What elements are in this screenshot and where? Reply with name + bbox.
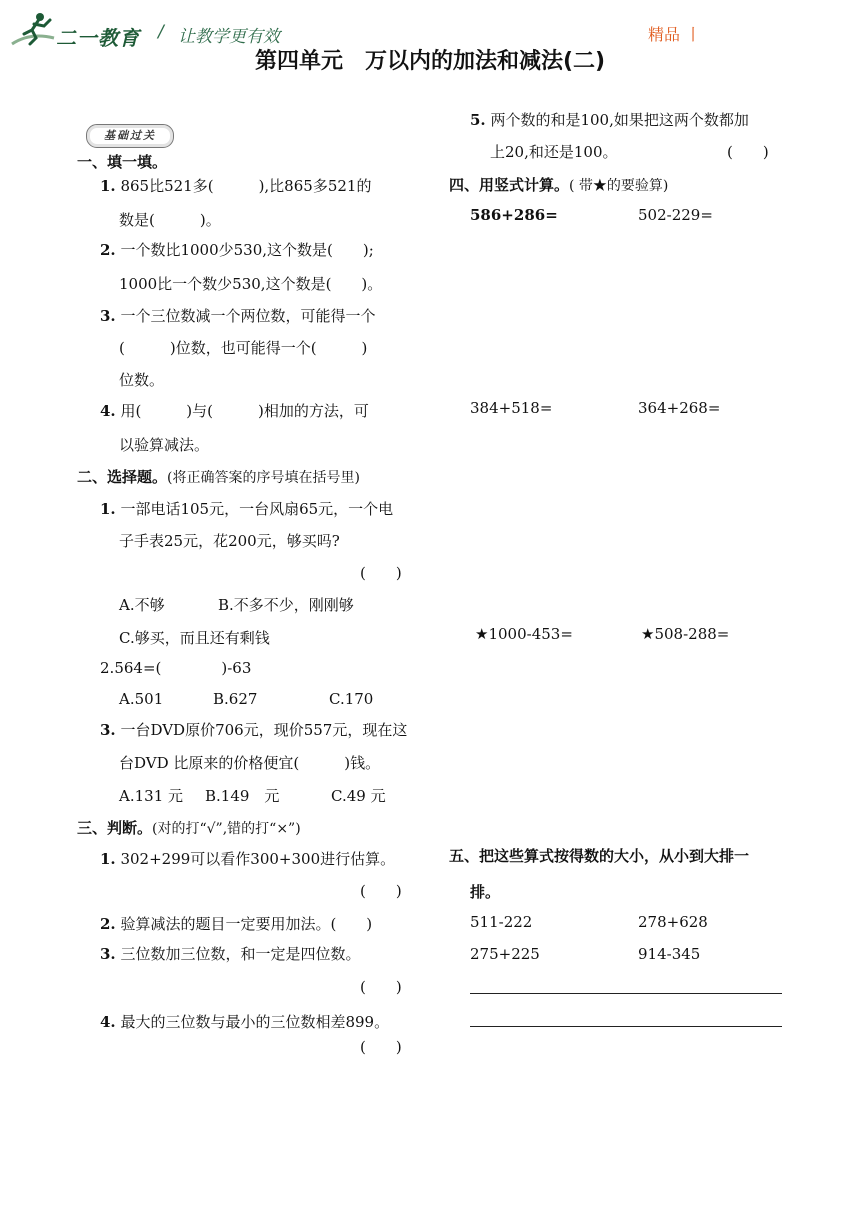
s2-q1-line1: 1. 一部电话105元，一台风扇65元，一个电 [100,500,394,518]
section5-heading: 五、把这些算式按得数的大小，从小到大排一 [449,847,750,865]
slogan: 让教学更有效 [178,27,280,47]
answer-paren: ( ) [360,564,402,582]
s1-q3-line1: 3. 一个三位数减一个两位数，可能得一个 [100,307,376,325]
option-b: B.不多不少，刚刚够 [218,596,354,614]
section5-heading-cont: 排。 [470,883,501,901]
calc-item: ★508-288= [641,625,730,643]
expression-item: 275+225 [470,945,540,963]
s1-q3-line2: ( )位数，也可能得一个( ) [119,339,368,357]
s3-q2-line1: 2. 验算减法的题目一定要用加法。( ) [100,915,373,933]
option-b: B.627 [213,690,258,708]
calc-item: 502-229= [638,206,713,224]
s1-q2-line2: 1000比一个数少530,这个数是( )。 [119,275,383,293]
section2-heading: 二、选择题。(将正确答案的序号填在括号里) [77,468,360,486]
expression-item: 511-222 [470,913,533,931]
s1-q1-line1: 1. 865比521多( ),比865多521的 [100,177,372,195]
separator: / [158,22,164,42]
option-c: C.够买，而且还有剩钱 [119,629,270,647]
s2-q1-line2: 子手表25元，花200元，够买吗? [119,532,340,550]
option-a: A.501 [119,690,164,708]
answer-paren: ( ) [360,978,402,996]
s3-q1-line1: 1. 302+299可以看作300+300进行估算。 [100,850,396,868]
calc-item: 364+268= [638,399,721,417]
expression-item: 914-345 [638,945,701,963]
option-a: A.131 元 [119,787,183,805]
answer-paren: ( ) [360,882,402,900]
quality-tag: 精品 丨 [648,25,702,44]
answer-paren: ( ) [727,143,769,161]
section-badge: 基础过关 [86,124,174,148]
calc-item: 586+286= [470,206,558,224]
section1-heading: 一、填一填。 [77,153,168,171]
s2-q2-line1: 2.564=( )-63 [100,659,252,677]
section3-heading: 三、判断。(对的打“√”,错的打“×”) [77,819,301,837]
s3-q4-line1: 4. 最大的三位数与最小的三位数相差899。 [100,1013,390,1031]
s3-q3-line1: 3. 三位数加三位数，和一定是四位数。 [100,945,361,963]
option-c: C.49 元 [331,787,386,805]
q5-line2: 上20,和还是100。 [490,143,618,161]
answer-paren: ( ) [360,1038,402,1056]
section4-heading: 四、用竖式计算。( 带★的要验算) [449,176,669,194]
s2-q3-line2: 台DVD 比原来的价格便宜( )钱。 [119,754,381,772]
option-c: C.170 [329,690,374,708]
logo-text: 二一教育 [56,26,140,50]
s1-q4-line1: 4. 用( )与( )相加的方法，可 [100,402,369,420]
page-title: 第四单元 万以内的加法和减法(二) [254,49,606,74]
expression-item: 278+628 [638,913,708,931]
s1-q1-line2: 数是( )。 [119,211,221,229]
option-a: A.不够 [119,596,165,614]
calc-item: ★1000-453= [475,625,573,643]
s1-q4-line2: 以验算减法。 [119,436,210,454]
answer-line [470,993,782,994]
calc-item: 384+518= [470,399,553,417]
option-b: B.149 元 [205,787,280,805]
s1-q3-line3: 位数。 [119,371,165,389]
q5-line1: 5. 两个数的和是100,如果把这两个数都加 [470,111,749,129]
s2-q3-line1: 3. 一台DVD原价706元，现价557元，现在这 [100,721,408,739]
answer-line [470,1026,782,1027]
s1-q2-line1: 2. 一个数比1000少530,这个数是( ); [100,241,374,259]
